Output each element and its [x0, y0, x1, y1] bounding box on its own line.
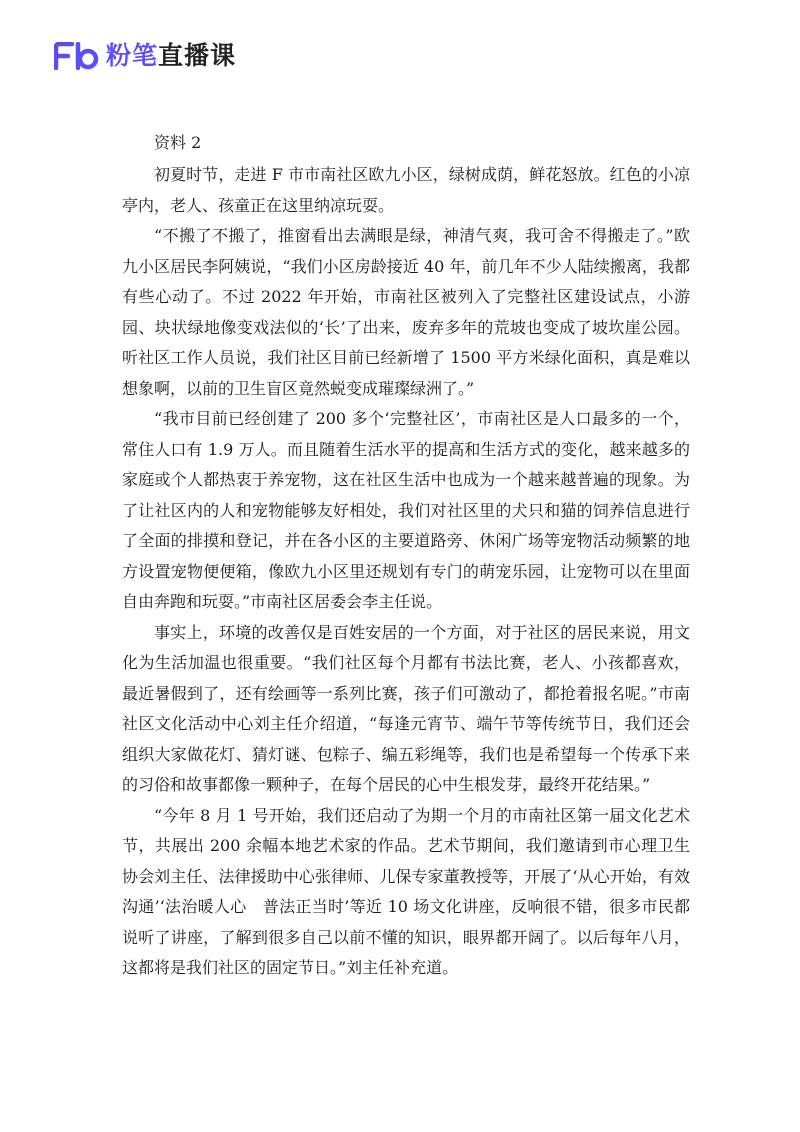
brand-primary-text: 粉笔	[106, 41, 159, 70]
paragraph-2: “不搬了不搬了，推窗看出去满眼是绿，神清气爽，我可舍不得搬走了。”欧九小区居民李阿姨说，“我们小区房龄接近 40 年，前几年不少人陆续搬离，我都有些心动了。不过 2022 年开始，市南社区被列入了完整社区建设试点，小游园、块状绿地像变戏法似的‘长’了出来，废弃多年的荒坡也变成了坡坎崖公园。听社区工作人员说，我们社区目前已经新增了 1500 平方米绿化面积，真是难以想象啊，以前的卫生盲区竟然蜕变成璀璨绿洲了。”	[122, 226, 690, 398]
brand-name	[106, 40, 236, 72]
brand-logo	[54, 40, 236, 72]
document-body	[122, 128, 690, 984]
paragraph-5: “今年 8 月 1 号开始，我们还启动了为期一个月的市南社区第一届文化艺术节，共展出 200 余幅本地艺术家的作品。艺术节期间，我们邀请到市心理卫生协会刘主任、法律援助中心张律师、儿保专家董教授等，开展了‘从心开始，有效沟通’‘法治暖人心 普法正当时’等近 10 场文化讲座，反响很不错，很多市民都说听了讲座，了解到很多自己以前不懂的知识，眼界都开阔了。以后每年八月，这都将是我们社区的固定节日。”刘主任补充道。	[122, 805, 690, 977]
brand-suffix-text: 直播课	[158, 41, 237, 70]
paragraph-1: 初夏时节，走进 F 市市南社区欧九小区，绿树成荫，鲜花怒放。红色的小凉亭内，老人、孩童正在这里纳凉玩耍。	[122, 165, 690, 215]
fenbi-logo-icon	[54, 42, 100, 70]
paragraph-3: “我市目前已经创建了 200 多个‘完整社区’，市南社区是人口最多的一个，常住人口有 1.9 万人。而且随着生活水平的提高和生活方式的变化，越来越多的家庭或个人都热衷于养宠物，这在社区生活中也成为一个越来越普遍的现象。为了让社区内的人和宠物能够友好相处，我们对社区里的犬只和猫的饲养信息进行了全面的排摸和登记，并在各小区的主要道路旁、休闲广场等宠物活动频繁的地方设置宠物便便箱，像欧九小区里还规划有专门的萌宠乐园，让宠物可以在里面自由奔跑和玩耍。”市南社区居委会李主任说。	[122, 409, 690, 611]
section-title: 资料 2	[154, 133, 202, 152]
paragraph-4: 事实上，环境的改善仅是百姓安居的一个方面，对于社区的居民来说，用文化为生活加温也很重要。“我们社区每个月都有书法比赛，老人、小孩都喜欢，最近暑假到了，还有绘画等一系列比赛，孩子们可激动了，都抢着报名呢。”市南社区文化活动中心刘主任介绍道，“每逢元宵节、端午节等传统节日，我们还会组织大家做花灯、猜灯谜、包粽子、编五彩绳等，我们也是希望每一个传承下来的习俗和故事都像一颗种子，在每个居民的心中生根发芽，最终开花结果。”	[122, 622, 690, 794]
